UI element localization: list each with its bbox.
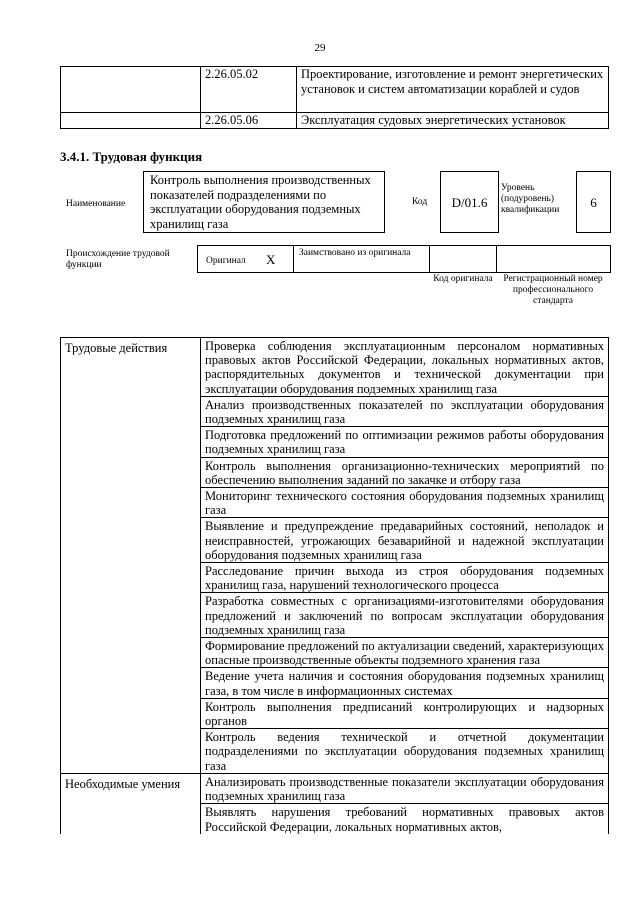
labor-action-item: Подготовка предложений по оптимизации режимов работы оборудования подземных хранилищ газа [201,427,609,457]
table-row [61,113,609,129]
original-label: Оригинал [206,256,246,266]
original-mark: X [266,252,276,267]
level-value: 6 [590,195,597,210]
page-number: 29 [314,42,326,54]
section-heading: 3.4.1. Трудовая функция [60,149,203,164]
divider [496,245,497,272]
labor-action-item: Разработка совместных с организациями-изготовителями оборудования предложений и заключений по вопросам эксплуатации оборудования подземных хранилищ газа [201,593,609,638]
level-box [576,171,611,233]
function-name: Контроль выполнения производственных показателей подразделениями по эксплуатации оборудования подземных хранилищ газа [150,173,371,231]
name-label: Наименование [66,199,126,209]
skills-label: Необходимые умения [61,773,201,833]
borrowed-label: Заимствовано из оригинала [299,248,411,258]
related-activities-table [60,66,609,129]
labor-action-item: Контроль выполнения предписаний контролирующих и надзорных органов [201,698,609,728]
labor-action-item: Мониторинг технического состояния оборудования подземных хранилищ газа [201,488,609,518]
divider [429,245,430,272]
divider [293,245,294,272]
labor-action-item: Ведение учета наличия и состояния оборудования подземных хранилищ газа, в том числе в информационных системах [201,668,609,698]
labor-function-table [60,337,609,834]
table-row [61,338,609,397]
labor-action-item: Формирование предложений по актуализации сведений, характеризующих опасные производственные объекты подземного хранения газа [201,638,609,668]
code-label: Код [412,197,428,207]
labor-actions-label: Трудовые действия [61,338,201,774]
original-code-caption: Код оригинала [433,274,493,284]
labor-action-item: Выявление и предупреждение предаварийных состояний, неполадок и неисправностей, угрожающих безаварийной и надежной эксплуатации оборудования подземных хранилищ газа [201,518,609,563]
level-label: Уровень (подуровень) квалификации [501,183,560,215]
origin-label: Происхождение трудовой функции [66,249,170,270]
activity-code: 2.26.05.06 [201,113,297,129]
labor-action-item: Контроль выполнения организационно-технических мероприятий по обеспечению выполнения заданий по закачке и отбору газа [201,457,609,487]
code-box [440,171,499,233]
skill-item: Выявлять нарушения требований нормативных правовых актов Российской Федерации, локальных нормативных актов, [201,804,609,834]
function-name-box [143,171,385,233]
function-code: D/01.6 [451,195,488,210]
table-row [61,67,609,113]
labor-action-item: Анализ производственных показателей по эксплуатации оборудования подземных хранилищ газа [201,396,609,426]
activity-name: Проектирование, изготовление и ремонт энергетических установок и систем автоматизации кораблей и судов [297,67,609,113]
labor-action-item: Расследование причин выхода из строя оборудования подземных хранилищ газа, нарушений технологического процесса [201,563,609,593]
registration-number-caption: Регистрационный номер профессионального стандарта [503,274,603,306]
skill-item: Анализировать производственные показатели эксплуатации оборудования подземных хранилищ газа [201,773,609,803]
labor-action-item: Контроль ведения технической и отчетной документации подразделениями по эксплуатации оборудования подземных хранилищ газа [201,729,609,774]
labor-action-item: Проверка соблюдения эксплуатационным персоналом нормативных правовых актов Российской Федерации, локальных нормативных актов, распорядительных документов и технической документации при эксплуатации оборудования подземных хранилищ газа [201,338,609,397]
activity-name: Эксплуатация судовых энергетических установок [297,113,609,129]
activity-code: 2.26.05.02 [201,67,297,113]
table-row [61,773,609,803]
